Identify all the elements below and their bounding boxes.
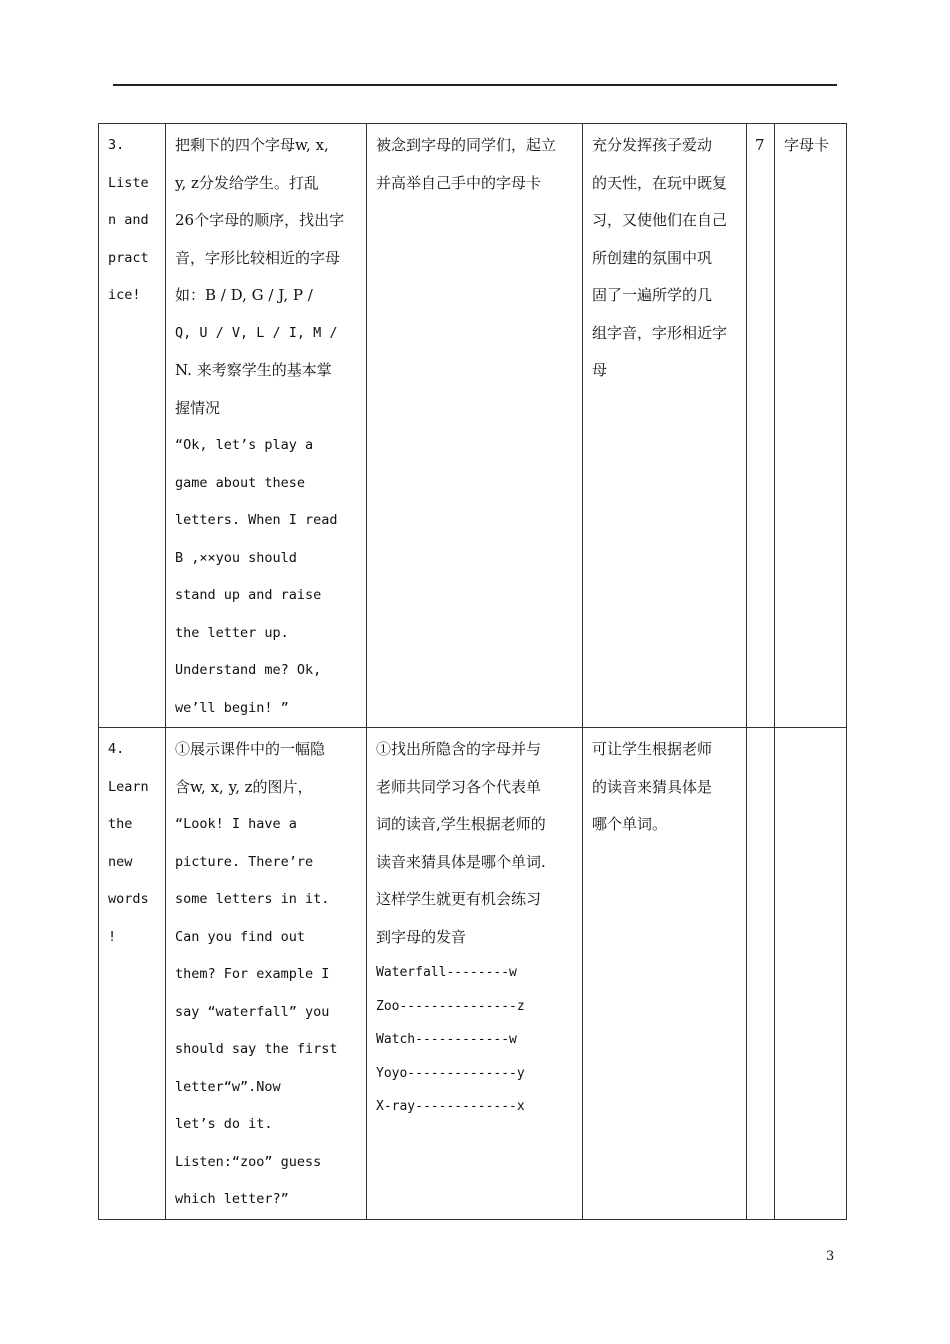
cell-line: the [108, 816, 133, 832]
materials-value: 字母卡 [784, 136, 830, 154]
cell-line: 习，又使他们在自己 [592, 211, 728, 229]
cell-line: picture. There’re [175, 853, 314, 870]
cell-line: 被念到字母的同学们，起立 [376, 136, 557, 154]
cell-line: Understand me? Ok, [175, 662, 322, 678]
teacher-activity-cell [166, 728, 367, 1220]
cell-line: 握情况 [175, 398, 221, 417]
cell-line: them? For example I [175, 966, 330, 982]
cell-line: let’s do it. [175, 1116, 273, 1132]
cell-line: Listen:“zoo” guess [175, 1153, 322, 1170]
step-text [99, 728, 165, 956]
cell-line: 的读音来猜具体是 [592, 777, 713, 796]
cell-line: 哪个单词。 [592, 815, 668, 833]
cell-line: ①展示课件中的一幅隐 [175, 740, 326, 758]
purpose-text [583, 124, 746, 390]
cell-line: some letters in it. [175, 891, 330, 907]
student-activity-text [367, 124, 582, 202]
time-value: 7 [755, 136, 765, 154]
student-activity-cell [367, 728, 583, 1220]
cell-line: which letter?” [175, 1191, 289, 1207]
cell-line: 含w, x, y, z的图片， [175, 777, 313, 796]
cell-line: Yoyo--------------y [376, 1065, 525, 1081]
cell-line: ! [108, 928, 117, 945]
cell-line: 读音来猜具体是哪个单词. [376, 852, 546, 871]
cell-line: 并高举自己手中的字母卡 [376, 173, 542, 192]
time-cell [747, 124, 775, 728]
table-row-learn-new-words [99, 728, 847, 1220]
cell-line: 可让学生根据老师 [592, 740, 713, 758]
cell-line: Liste [108, 174, 149, 191]
step-text [99, 124, 165, 315]
cell-line: 充分发挥孩子爱动 [592, 136, 713, 154]
step-cell [99, 728, 166, 1220]
cell-line: Learn [108, 778, 149, 795]
materials-cell [775, 728, 847, 1220]
cell-line: “Look! I have a [175, 816, 297, 832]
cell-line: 词的读音,学生根据老师的 [376, 815, 546, 833]
cell-line: letter“w”.Now [175, 1078, 281, 1095]
lesson-plan-table [98, 123, 847, 1220]
cell-line: the letter up. [175, 624, 289, 641]
cell-line: 这样学生就更有机会练习 [376, 890, 542, 908]
step-cell [99, 124, 166, 728]
time-cell [747, 728, 775, 1220]
page-number: 3 [826, 1249, 835, 1264]
word-list [376, 956, 574, 1124]
cell-line: 固了一遍所学的几 [592, 286, 713, 304]
cell-line: 的天性，在玩中既复 [592, 173, 728, 192]
cell-line: game about these [175, 474, 306, 491]
cell-line: say “waterfall” you [175, 1003, 330, 1020]
student-activity-text [367, 728, 582, 1124]
cell-line: pract [108, 249, 149, 266]
cell-line: Zoo---------------z [376, 998, 525, 1014]
purpose-cell [583, 728, 747, 1220]
cell-line: y, z分发给学生。打乱 [175, 173, 319, 192]
cell-line: new [108, 853, 133, 870]
cell-line: B ,××you should [175, 549, 297, 566]
teacher-activity-text [166, 124, 366, 727]
cell-line: 老师共同学习各个代表单 [376, 777, 542, 796]
cell-line: we’ll begin! ” [175, 699, 289, 716]
cell-line: Q, U / V, L / I, M / [175, 324, 338, 341]
cell-line: 所创建的氛围中巩 [592, 248, 713, 267]
header-rule [113, 84, 837, 86]
cell-line: 音，字形比较相近的字母 [175, 248, 341, 267]
cell-line: 组字音，字形相近字 [592, 323, 728, 342]
cell-line: n and [108, 212, 149, 228]
cell-line: 把剩下的四个字母w, x, [175, 136, 329, 154]
cell-line: 26个字母的顺序，找出字 [175, 211, 345, 229]
cell-line: words [108, 891, 149, 907]
cell-line: X-ray-------------x [376, 1099, 525, 1114]
cell-line: ice! [108, 287, 141, 303]
teacher-activity-text [166, 728, 366, 1219]
table-row-listen-practice [99, 124, 847, 728]
cell-line: Can you find out [175, 928, 306, 945]
materials-cell [775, 124, 847, 728]
cell-line: letters. When I read [175, 512, 338, 528]
cell-line: 如：B / D, G / J, P / [175, 286, 313, 304]
cell-line: 到字母的发音 [376, 927, 467, 946]
cell-line: “Ok, let’s play a [175, 437, 314, 453]
cell-line: Watch------------w [376, 1032, 517, 1047]
cell-line: ①找出所隐含的字母并与 [376, 740, 542, 758]
student-activity-cell [367, 124, 583, 728]
teacher-activity-cell [166, 124, 367, 728]
cell-line: should say the first [175, 1041, 338, 1057]
cell-line: 4. [108, 741, 125, 757]
purpose-text [583, 728, 746, 844]
cell-line: Waterfall--------w [376, 965, 517, 980]
cell-line: 3. [108, 137, 125, 153]
cell-line: stand up and raise [175, 587, 322, 603]
purpose-cell [583, 124, 747, 728]
cell-line: 母 [592, 361, 608, 379]
cell-line: N. 来考察学生的基本掌 [175, 361, 332, 379]
